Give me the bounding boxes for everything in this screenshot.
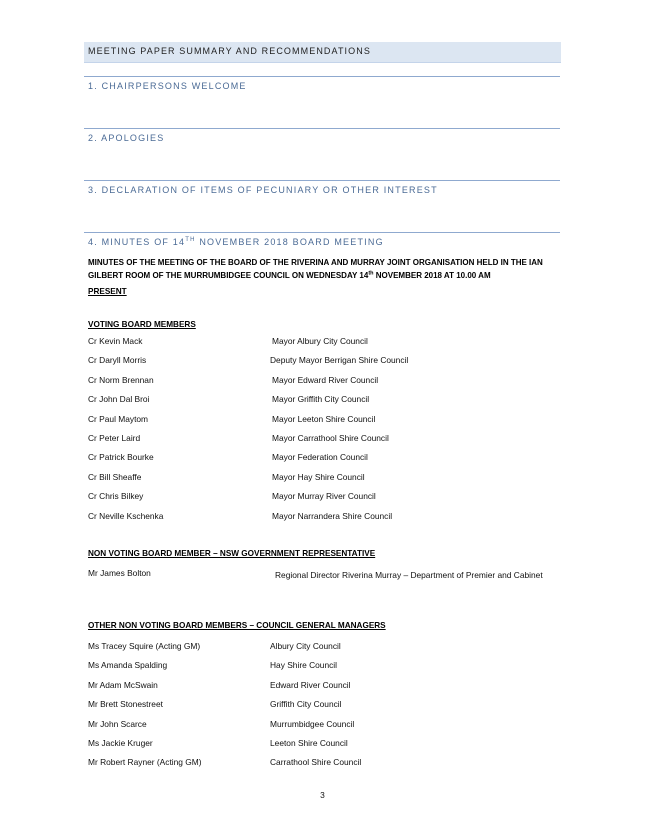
member-role: Mayor Federation Council (272, 452, 368, 462)
section-heading-chairpersons-welcome: 1. CHAIRPERSONS WELCOME (88, 81, 247, 91)
minutes-title-ordinal: th (368, 270, 374, 277)
section-divider (84, 180, 560, 181)
page-number: 3 (320, 790, 325, 800)
member-council: Edward River Council (270, 680, 351, 690)
member-name: Cr Daryll Morris (88, 355, 147, 365)
general-manager-row (88, 757, 558, 771)
minutes-title-end: NOVEMBER 2018 AT 10.00 AM (373, 271, 491, 280)
member-name: Cr Peter Laird (88, 433, 141, 443)
general-manager-row (88, 660, 558, 674)
member-role: Mayor Murray River Council (272, 491, 376, 501)
member-name: Mr Brett Stonestreet (88, 699, 163, 709)
member-name: Cr Patrick Bourke (88, 452, 154, 462)
section-heading-apologies: 2. APOLOGIES (88, 133, 165, 143)
general-manager-row (88, 699, 558, 713)
voting-members-heading: VOTING BOARD MEMBERS (88, 320, 196, 329)
member-name: Cr Norm Brennan (88, 375, 154, 385)
general-manager-row (88, 641, 558, 655)
section-divider (84, 76, 560, 77)
representative-role: Regional Director Riverina Murray – Department of Premier and Cabinet (275, 570, 543, 580)
member-role: Mayor Carrathool Shire Council (272, 433, 389, 443)
member-name: Cr Paul Maytom (88, 414, 149, 424)
member-council: Carrathool Shire Council (270, 757, 362, 767)
voting-member-row (88, 472, 558, 486)
member-name: Cr John Dal Broi (88, 394, 150, 404)
member-council: Albury City Council (270, 641, 341, 651)
voting-member-row (88, 375, 558, 389)
minutes-title (88, 256, 563, 282)
member-name: Cr Bill Sheaffe (88, 472, 142, 482)
member-role: Mayor Narrandera Shire Council (272, 511, 393, 521)
member-role: Mayor Edward River Council (272, 375, 379, 385)
heading-ordinal: TH (185, 237, 196, 243)
minutes-title-start: MINUTES OF THE MEETING OF THE BOARD OF THE RIVERINA AND MURRAY JOINT ORGANISATION HELD IN THE IAN GILBERT ROOM OF THE MURRUMBIDGEE COUNCIL ON WEDNESDAY 14 (88, 258, 543, 280)
voting-member-row (88, 394, 558, 408)
member-name: Cr Kevin Mack (88, 336, 143, 346)
heading-text-end: NOVEMBER 2018 BOARD MEETING (195, 237, 384, 247)
banner-title: MEETING PAPER SUMMARY AND RECOMMENDATIONS (88, 46, 371, 56)
voting-member-row (88, 511, 558, 525)
member-name: Ms Amanda Spalding (88, 660, 168, 670)
member-council: Leeton Shire Council (270, 738, 348, 748)
member-role: Mayor Leeton Shire Council (272, 414, 376, 424)
voting-member-row (88, 452, 558, 466)
voting-member-row (88, 355, 558, 369)
member-council: Hay Shire Council (270, 660, 338, 670)
section-divider (84, 128, 560, 129)
member-name: Cr Neville Kschenka (88, 511, 164, 521)
section-heading-declaration: 3. DECLARATION OF ITEMS OF PECUNIARY OR OTHER INTEREST (88, 185, 438, 195)
voting-member-row (88, 491, 558, 505)
member-name: Ms Jackie Kruger (88, 738, 153, 748)
member-council: Murrumbidgee Council (270, 719, 355, 729)
general-manager-row (88, 719, 558, 733)
voting-member-row (88, 433, 558, 447)
member-name: Mr John Scarce (88, 719, 147, 729)
member-name: Mr Adam McSwain (88, 680, 158, 690)
representative-name: Mr James Bolton (88, 568, 151, 578)
general-manager-row (88, 738, 558, 752)
member-name: Cr Chris Bilkey (88, 491, 144, 501)
general-managers-heading: OTHER NON VOTING BOARD MEMBERS – COUNCIL GENERAL MANAGERS (88, 621, 386, 630)
section-divider (84, 232, 560, 233)
member-council: Griffith City Council (270, 699, 342, 709)
member-name: Ms Tracey Squire (Acting GM) (88, 641, 201, 651)
heading-text-start: 4. MINUTES OF 14 (88, 237, 186, 247)
present-label: PRESENT (88, 287, 127, 296)
nsw-government-representative-heading: NON VOTING BOARD MEMBER – NSW GOVERNMENT REPRESENTATIVE (88, 549, 376, 558)
member-role: Mayor Griffith City Council (272, 394, 370, 404)
member-role: Mayor Hay Shire Council (272, 472, 365, 482)
member-role: Deputy Mayor Berrigan Shire Council (270, 355, 409, 365)
member-role: Mayor Albury City Council (272, 336, 368, 346)
summary-banner (84, 42, 561, 63)
voting-member-row (88, 336, 558, 350)
section-heading-minutes (88, 237, 384, 247)
member-name: Mr Robert Rayner (Acting GM) (88, 757, 202, 767)
voting-member-row (88, 414, 558, 428)
general-manager-row (88, 680, 558, 694)
